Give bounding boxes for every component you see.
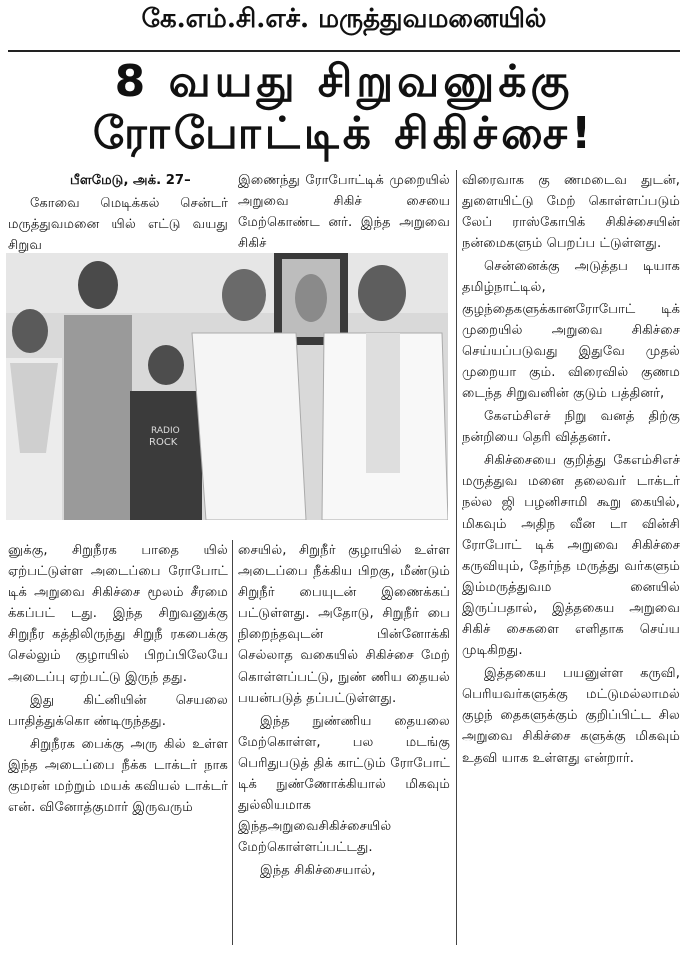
column-2-bottom	[238, 540, 450, 884]
para: இத்தகைய பயனுள்ள கருவி, பெரியவர்களுக்கு மட்டுமல்லாமல் குழந் தைகளுக்கும் குறிப்பிட்ட சில அறுவை சிகிச்சை களுக்கு மிகவும் உதவி யாக உள்ளது என்றார்.	[462, 666, 680, 766]
headline-line2: ரோபோட்டிக் சிகிச்சை!	[92, 108, 596, 159]
para: இந்த சிகிச்சையால்,	[260, 863, 376, 879]
para: சிறுநீரக பைக்கு அரு கில் உள்ள இந்த அடைப்பை நீக்க டாக்டர் நாக குமரன் மற்றும் மயக் கவியல் டாக்டர் என். வினோத்குமார் இருவரும்	[8, 736, 228, 816]
column-3	[462, 170, 680, 771]
para: சையில், சிறுநீர் குழாயில் உள்ள அடைப்பை நீக்கிய பிறகு, மீண்டும் சிறுநீர் பையுடன் இணைக்கப் பட்டுள்ளது. அதோடு, சிறுநீர் பை நிறைந்தவுடன் பின்னோக்கி செல்லாத வகையில் சிகிச்சை மேற் கொள்ளப்பட்டு, நுண் ணிய தையல் பயன்படுத் தப்பட்டுள்ளது.	[238, 543, 450, 706]
para: விரைவாக கு ணமடைவ துடன், துளையிட்டு மேற் கொள்ளப்படும் லேப் ராஸ்கோபிக் சிகிச்சையின் நன்மைகளும் பெறப்ப ட்டுள்ளது.	[462, 173, 680, 252]
column-2-top	[238, 170, 450, 256]
column-divider	[456, 170, 457, 945]
kicker-title: கே.எம்.சி.எச். மருத்துவமனையில்	[141, 4, 547, 34]
dateline: பீளமேடு, அக். 27–	[70, 173, 191, 188]
headline-line1: 8 வயது சிறுவனுக்கு	[114, 56, 574, 107]
para: கேஎம்சிஎச் நிறு வனத் திற்கு நன்றியை தெரி வித்தனர்.	[462, 409, 680, 446]
para: சிகிச்சையை குறித்து கேஎம்சிஎச் மருத்துவ மனை தலைவர் டாக்டர் நல்ல ஜி பழனிசாமி கூறு கையில், மிகவும் அதிந வீன டா வின்சி ரோபோட் டிக் அறுவை சிகிச்சை கருவியும், தேர்ந்த மருத்து வர்களும் இம்மருத்துவம னையில் இருப்பதால், இத்தகைய அறுவை சிகிச் சைகளை எளிதாக செய்ய முடிகிறது.	[462, 453, 680, 659]
column-1-top	[8, 170, 228, 258]
svg-text:RADIO: RADIO	[151, 426, 180, 436]
para: இணைந்து ரோபோட்டிக் முறையில் அறுவை சிகிச் சையை மேற்கொண்ட னர். இந்த அறுவை சிகிச்	[238, 173, 450, 252]
para: இது கிட்னியின் செயலை பாதித்துக்கொ ண்டிருந்தது.	[8, 692, 228, 729]
column-divider	[232, 540, 233, 945]
top-rule	[8, 50, 680, 52]
news-photo	[6, 253, 448, 520]
para: இந்த நுண்ணிய தையலை மேற்கொள்ள, பல மடங்கு பெரிதுபடுத் திக் காட்டும் ரோபோட் டிக் நுண்ணோக்கியால் மிகவும் துல்லியமாக இந்தஅறுவைசிகிச்சையில் மேற்கொள்ளப்பட்டது.	[238, 713, 450, 856]
para: சென்னைக்கு அடுத்தப டியாக தமிழ்நாட்டில், குழந்தைகளுக்கானரோபோட் டிக் முறையில் அறுவை சிகிச்சை செய்யப்படுவது இதுவே முதல் முறையா கும். விரைவில் குணம டைந்த சிறுவனின் குடும் பத்தினர்,	[462, 259, 680, 401]
para: கோவை மெடிக்கல் சென்டர் மருத்துவமனை யில் எட்டு வயது சிறுவ	[8, 196, 228, 254]
svg-text:ROCK: ROCK	[149, 437, 178, 448]
column-1-bottom	[8, 540, 228, 820]
para: னுக்கு, சிறுநீரக பாதை யில் ஏற்பட்டுள்ள அடைப்பை ரோபோட் டிக் அறுவை சிகிச்சை மூலம் சீரமை க்கப்பட் டது. இந்த சிறுவனுக்கு சிறுநீர கத்திலிருந்து சிறுநீ ரகபைக்கு செல்லும் குழாயில் பிறப்பிலேயே அடைப்பு ஏற்பட்டு இருந் தது.	[8, 543, 228, 685]
